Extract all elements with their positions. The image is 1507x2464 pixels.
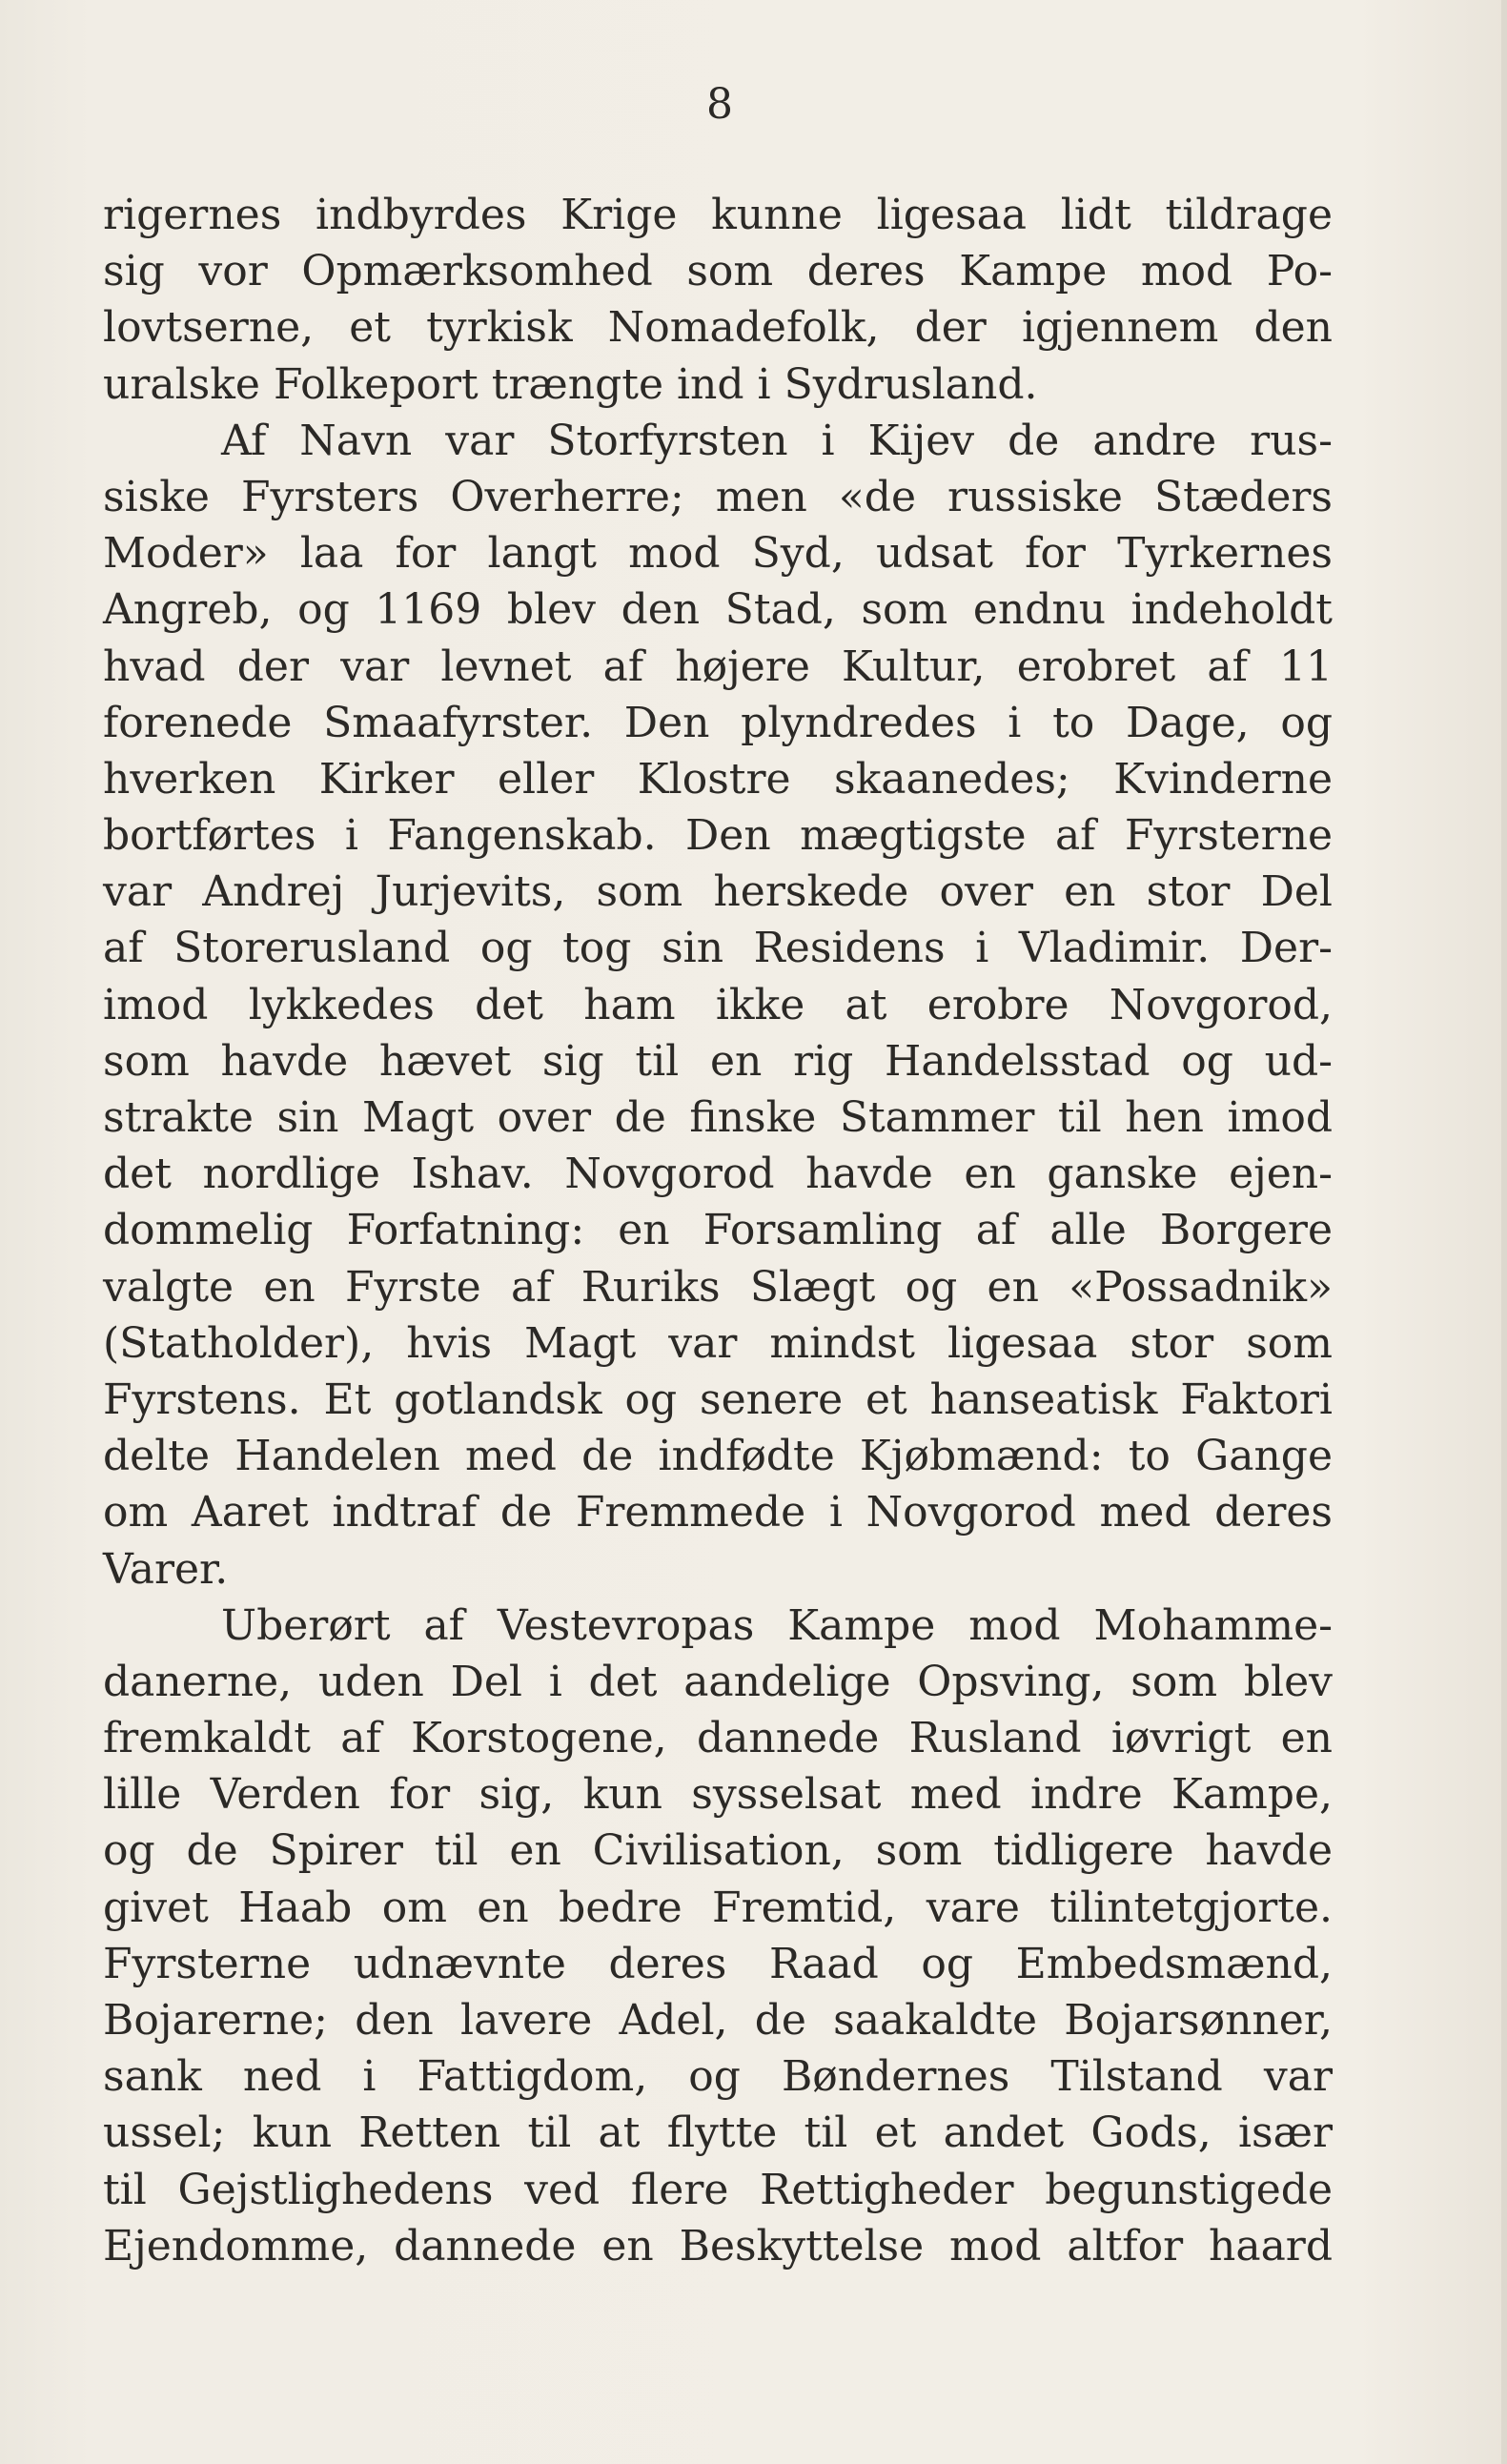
text-line: Fyrsterne udnævnte deres Raad og Embedsmænd,: [103, 1939, 1333, 1988]
text-line: sank ned i Fattigdom, og Bøndernes Tilstand var: [103, 2052, 1333, 2102]
text-line: sig vor Opmærksomhed som deres Kampe mod Po-: [103, 247, 1333, 296]
text-line: hvad der var levnet af højere Kultur, erobret af 11: [103, 641, 1333, 691]
body-text: [103, 187, 1333, 2274]
text-line: imod lykkedes det ham ikke at erobre Novgorod,: [103, 980, 1333, 1029]
text-line: var Andrej Jurjevits, som herskede over en stor Del: [103, 867, 1333, 917]
text-line: givet Haab om en bedre Fremtid, vare tilintetgjorte.: [103, 1883, 1333, 1932]
text-line: forenede Smaafyrster. Den plyndredes i to Dage, og: [103, 698, 1333, 747]
text-line: det nordlige Ishav. Novgorod havde en ganske ejen-: [103, 1150, 1333, 1199]
text-line: hverken Kirker eller Klostre skaanedes; Kvinderne: [103, 754, 1333, 804]
text-line: Fyrstens. Et gotlandsk og senere et hanseatisk Faktori: [103, 1375, 1333, 1424]
text-line: som havde hævet sig til en rig Handelsstad og ud-: [103, 1036, 1333, 1086]
text-line: dommelig Forfatning: en Forsamling af alle Borgere: [103, 1206, 1333, 1255]
text-line: fremkaldt af Korstogene, dannede Rusland iøvrigt en: [103, 1714, 1333, 1763]
page-edge: [1501, 0, 1507, 2464]
text-line: Ejendomme, dannede en Beskyttelse mod altfor haard: [103, 2221, 1333, 2271]
text-line: strakte sin Magt over de finske Stammer til hen imod: [103, 1093, 1333, 1142]
text-line: (Statholder), hvis Magt var mindst ligesaa stor som: [103, 1318, 1333, 1368]
text-line: Moder» laa for langt mod Syd, udsat for Tyrkernes: [103, 529, 1333, 579]
text-line: Varer.: [103, 1544, 229, 1594]
text-line: delte Handelen med de indfødte Kjøbmænd: to Gange: [103, 1432, 1333, 1481]
text-line: lille Verden for sig, kun sysselsat med indre Kampe,: [103, 1770, 1333, 1820]
text-line: valgte en Fyrste af Ruriks Slægt og en «Possadnik»: [103, 1262, 1333, 1312]
page-number: 8: [706, 80, 733, 129]
text-line: ussel; kun Retten til at flytte til et andet Gods, især: [103, 2108, 1333, 2158]
text-line: og de Spirer til en Civilisation, som tidligere havde: [103, 1826, 1333, 1876]
text-line: af Storerusland og tog sin Residens i Vladimir. Der-: [103, 924, 1333, 973]
text-line: om Aaret indtraf de Fremmede i Novgorod med deres: [103, 1488, 1333, 1537]
text-line: Angreb, og 1169 blev den Stad, som endnu indeholdt: [103, 585, 1333, 635]
text-line: lovtserne, et tyrkisk Nomadefolk, der igjennem den: [103, 303, 1333, 353]
text-line: Uberørt af Vestevropas Kampe mod Mohamme-: [221, 1600, 1333, 1650]
text-line: siske Fyrsters Overherre; men «de russiske Stæders: [103, 472, 1333, 521]
text-line: Af Navn var Storfyrsten i Kijev de andre rus-: [221, 416, 1333, 465]
text-line: til Gejstlighedens ved flere Rettigheder begunstigede: [103, 2165, 1333, 2214]
text-line: rigernes indbyrdes Krige kunne ligesaa lidt tildrage: [103, 191, 1333, 239]
text-line: bortførtes i Fangenskab. Den mægtigste af Fyrsterne: [103, 811, 1333, 861]
text-line: uralske Folkeport trængte ind i Sydrusland.: [103, 359, 1038, 409]
text-line: danerne, uden Del i det aandelige Opsving, som blev: [103, 1657, 1333, 1706]
text-line: Bojarerne; den lavere Adel, de saakaldte Bojarsønner,: [103, 1996, 1333, 2045]
